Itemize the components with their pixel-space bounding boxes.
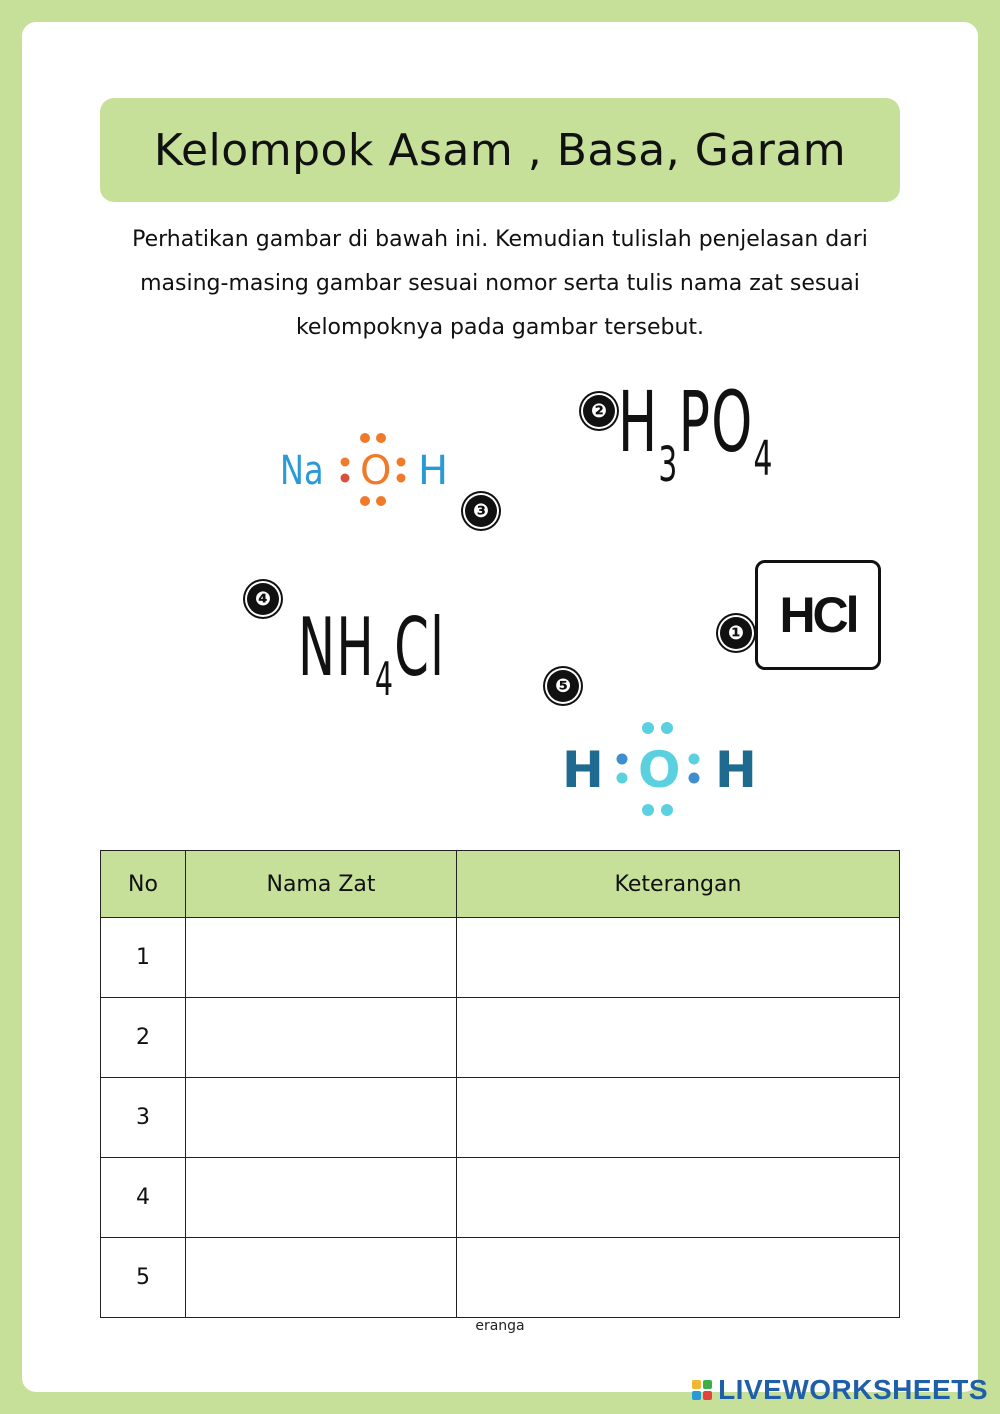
table-row [101, 918, 900, 998]
lone-pair-dot [376, 433, 386, 443]
formula-nh4cl-sub4: 4 [374, 652, 395, 706]
formula-hcl-box: HCl [755, 560, 881, 670]
liveworksheets-logo-icon [692, 1380, 712, 1400]
atom-o: O [360, 448, 392, 494]
formula-h3po4-sub4: 4 [753, 431, 774, 487]
number-badge-1: ❶ [720, 617, 752, 649]
keterangan-input-4[interactable] [457, 1158, 900, 1238]
atom-na: Na [280, 448, 324, 494]
page-title: Kelompok Asam , Basa, Garam [153, 124, 847, 176]
keterangan-input-1[interactable] [457, 918, 900, 998]
nama-zat-input-3[interactable] [186, 1078, 457, 1158]
bond-dot [341, 458, 350, 467]
keterangan-input-5[interactable] [457, 1238, 900, 1318]
bond-dot [689, 754, 700, 765]
row-number: 3 [101, 1078, 186, 1158]
author-credit: eranga [475, 1318, 525, 1334]
header-keterangan: Keterangan [457, 851, 900, 918]
formula-h3po4-h: H [618, 373, 659, 471]
bond-dot [397, 458, 406, 467]
instructions-text: Perhatikan gambar di bawah ini. Kemudian tulislah penjelasan dari masing-masing gambar sesuai nomor serta tulis nama zat sesuai kelompoknya pada gambar tersebut. [132, 227, 868, 340]
number-badge-3: ❸ [465, 495, 497, 527]
bond-dot [617, 773, 628, 784]
bond-dot [341, 474, 350, 483]
atom-h-right: H [715, 741, 757, 799]
header-no: No [101, 851, 186, 918]
table-header-row [101, 851, 900, 918]
nama-zat-input-5[interactable] [186, 1238, 457, 1318]
formula-nh4cl [298, 601, 446, 719]
lone-pair-dot [642, 722, 654, 734]
row-number: 5 [101, 1238, 186, 1318]
liveworksheets-logo[interactable] [692, 1374, 988, 1406]
row-number: 4 [101, 1158, 186, 1238]
number-badge-5: ❺ [547, 670, 579, 702]
liveworksheets-wordmark: LIVEWORKSHEETS [718, 1374, 988, 1405]
header-nama-zat: Nama Zat [186, 851, 457, 918]
table-row [101, 998, 900, 1078]
bond-dot [397, 474, 406, 483]
formula-nh4cl-cl: Cl [394, 601, 446, 694]
formula-nh4cl-nh: NH [298, 601, 375, 694]
table-row [101, 1238, 900, 1318]
title-banner [100, 98, 900, 202]
number-badge-2: ❷ [583, 395, 615, 427]
bond-dot [617, 754, 628, 765]
nama-zat-input-4[interactable] [186, 1158, 457, 1238]
number-badge-4: ❹ [247, 583, 279, 615]
lone-pair-dot [376, 496, 386, 506]
formula-h3po4-sub3: 3 [658, 437, 679, 493]
lone-pair-dot [661, 722, 673, 734]
table-row [101, 1158, 900, 1238]
nama-zat-input-2[interactable] [186, 998, 457, 1078]
bond-dot [689, 773, 700, 784]
row-number: 1 [101, 918, 186, 998]
keterangan-input-2[interactable] [457, 998, 900, 1078]
atom-h-left: H [562, 741, 604, 799]
formula-h3po4-po: PO [678, 373, 754, 471]
lone-pair-dot [642, 804, 654, 816]
atom-h: H [418, 448, 449, 494]
nama-zat-input-1[interactable] [186, 918, 457, 998]
row-number: 2 [101, 998, 186, 1078]
lone-pair-dot [360, 433, 370, 443]
formula-h3po4 [618, 373, 774, 507]
answer-table [100, 850, 900, 1318]
keterangan-input-3[interactable] [457, 1078, 900, 1158]
table-row [101, 1078, 900, 1158]
lone-pair-dot [661, 804, 673, 816]
atom-o-water: O [638, 741, 681, 799]
lone-pair-dot [360, 496, 370, 506]
